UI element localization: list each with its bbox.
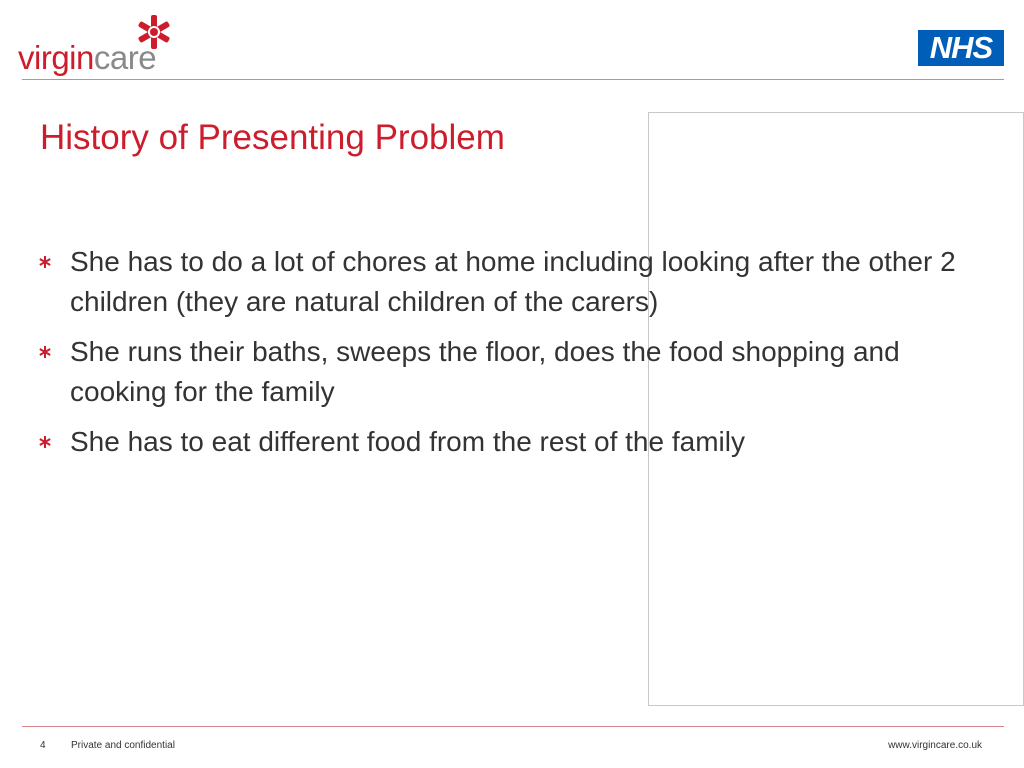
header-divider	[22, 79, 1004, 80]
footer-divider	[22, 726, 1004, 727]
bullet-item	[38, 422, 998, 462]
logo-wordmark	[18, 38, 156, 78]
bullet-text: She has to eat different food from the rest of the family	[70, 426, 745, 457]
slide-title: History of Presenting Problem	[40, 118, 505, 157]
bullet-text: She has to do a lot of chores at home including looking after the other 2 children (they are natural children of the carers)	[70, 246, 956, 317]
logo-virgin-text: virgin	[18, 39, 94, 76]
footer-url-link[interactable]: www.virgincare.co.uk	[888, 740, 982, 751]
nhs-logo: NHS	[918, 30, 1004, 66]
virgin-care-logo	[18, 14, 178, 74]
asterisk-bullet-icon	[38, 435, 52, 449]
asterisk-bullet-icon	[38, 345, 52, 359]
bullet-item	[38, 332, 998, 412]
logo-care-text: care	[93, 39, 157, 76]
bullet-list	[38, 242, 998, 472]
bullet-text: She runs their baths, sweeps the floor, does the food shopping and cooking for the family	[70, 336, 900, 407]
page-number: 4	[40, 740, 46, 751]
asterisk-bullet-icon	[38, 255, 52, 269]
confidential-label: Private and confidential	[71, 740, 175, 751]
bullet-item	[38, 242, 998, 322]
